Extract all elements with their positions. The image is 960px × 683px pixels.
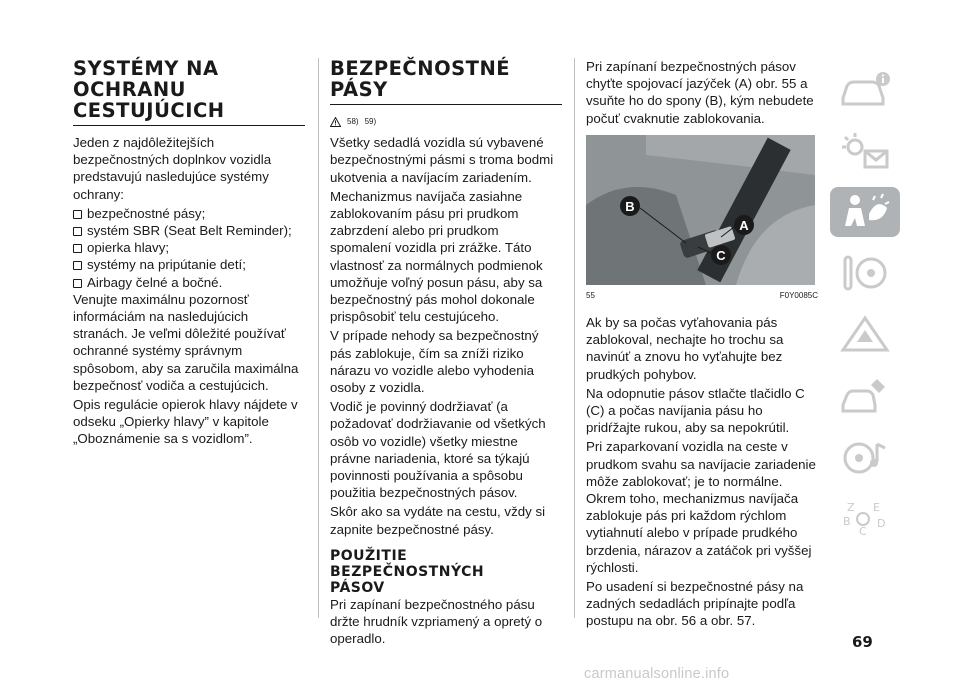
subtitle-line: PÁSOV <box>330 579 385 596</box>
paragraph: Skôr ako sa vydáte na cestu, vždy si zapnite bezpečnostné pásy. <box>330 504 546 537</box>
page-number: 69 <box>852 633 873 651</box>
paragraph: Opis regulácie opierok hlavy nájdete v odseku „Opierky hlavy” v kapitole „Oboznámenie sa s vozidlom”. <box>73 397 298 447</box>
column-divider <box>574 58 575 618</box>
paragraph: Na odopnutie pásov stlačte tlačidlo C (C) a počas navíjania pásu ho pridŕžajte rukou, aby sa nepokrútil. <box>586 385 805 436</box>
svg-text:C: C <box>859 525 867 537</box>
watermark: carmanualsonline.info <box>584 666 730 682</box>
warning-triangle-icon <box>839 314 891 354</box>
paragraph: Po usadení si bezpečnostné pásy na zadných sedadlách pripínajte podľa postupu na obr. 56 a obr. 57. <box>586 579 804 629</box>
chapter-tab-car-info[interactable] <box>830 65 900 115</box>
section-title-protection <box>73 58 305 126</box>
column-divider <box>318 58 319 618</box>
column-1 <box>73 58 305 450</box>
subtitle-line: BEZPEČNOSTNÝCH <box>330 563 485 580</box>
title-line: CESTUJÚCICH <box>73 99 225 122</box>
car-info-icon <box>839 70 891 110</box>
warning-ref[interactable]: 59) <box>364 117 377 126</box>
warning-references <box>330 113 562 130</box>
paragraph: Pri zaparkovaní vozidla na ceste v prudkom svahu sa navíjacie zariadenie môže zablokovať; je to normálne. Okrem toho, mechanizmus navíjača zablokuje pás pri každom rýchlom vytiahnutí alebo v prípade prudkého brzdenia, nárazov a zatáčok pri vyššej rýchlosti. <box>586 439 816 575</box>
subtitle-line: POUŽITIE <box>330 547 408 564</box>
wrench-car-icon <box>839 375 891 415</box>
paragraph: Pri zapínaní bezpečnostných pásov chyťte spojovací jazýček (A) obr. 55 a vsuňte ho do spony (B), kým nebudete počuť cvaknutie zablokovania. <box>586 59 814 126</box>
column-2 <box>330 58 562 649</box>
protection-list <box>73 205 305 291</box>
chapter-tab-multimedia[interactable] <box>830 431 900 481</box>
chapter-sidebar <box>830 65 900 553</box>
list-item: bezpečnostné pásy; <box>73 205 305 222</box>
dashboard-lights-icon <box>839 131 891 171</box>
paragraph: Venujte maximálnu pozornosť informáciám na nasledujúcich stranách. Je veľmi dôležité používať ochranné systémy správnym spôsobom, aby sa zaručila maximálna bezpečnosť vodiča a cestujúcich. <box>73 291 299 393</box>
paragraph: Mechanizmus navíjača zasiahne zablokovaním pásu pri prudkom zabrzdení alebo pri prudkom spomalení vozidla pri zrážke. Táto vlastnosť za normálnych podmienok umožňuje voľný posun pásu, aby sa bezpečnostný pás mohol dokonale prispôsobiť telu cestujúceho. <box>330 188 543 325</box>
subsection-title-usage <box>330 548 562 596</box>
warning-triangle-icon <box>330 117 341 127</box>
title-line: BEZPEČNOSTNÉ <box>330 57 511 80</box>
checkbox-bullet-icon <box>73 227 82 236</box>
chapter-tab-safety[interactable] <box>830 187 900 237</box>
section-title-seatbelts <box>330 58 562 105</box>
chapter-tab-starting[interactable] <box>830 248 900 298</box>
svg-text:D: D <box>877 517 886 530</box>
paragraph: Ak by sa počas vyťahovania pás zablokoval, nechajte ho trochu sa navinúť a znovu ho vyťahujte bez prudkých pohybov. <box>586 315 784 382</box>
svg-text:B: B <box>843 515 851 528</box>
key-ignition-icon <box>839 253 891 293</box>
chapter-tab-index[interactable] <box>830 492 900 542</box>
svg-text:Z: Z <box>847 501 855 514</box>
paragraph: Vodič je povinný dodržiavať (a požadovať dodržiavanie od všetkých osôb vo vozidle) všetky miestne právne nariadenia, ktoré sa týkajú povinnosti používania a spôsobu použitia bezpečnostných pásov. <box>330 399 546 501</box>
list-item: Airbagy čelné a bočné. <box>73 274 305 291</box>
paragraph: V prípade nehody sa bezpečnostný pás zablokuje, čím sa zníži riziko nárazu vo vozidle alebo vyhodenia osoby z vozidla. <box>330 328 539 396</box>
seatbelt-buckle-figure <box>586 135 815 285</box>
callout-label: A <box>739 217 749 233</box>
paragraph: Pri zapínaní bezpečnostného pásu držte hrudník vzpriamený a opretý o operadlo. <box>330 596 543 647</box>
warning-ref[interactable]: 58) <box>347 117 359 126</box>
checkbox-bullet-icon <box>73 261 82 270</box>
list-item: opierka hlavy; <box>73 239 305 256</box>
column-3 <box>586 58 818 632</box>
checkbox-bullet-icon <box>73 244 82 253</box>
figure-code: F0Y0085C <box>779 290 818 300</box>
airbag-passenger-icon <box>839 192 891 232</box>
chapter-tab-emergency[interactable] <box>830 309 900 359</box>
checkbox-bullet-icon <box>73 279 82 288</box>
checkbox-bullet-icon <box>73 210 82 219</box>
svg-text:E: E <box>873 501 880 514</box>
list-item: systémy na pripútanie detí; <box>73 256 305 273</box>
index-letters-icon <box>839 497 891 537</box>
list-item: systém SBR (Seat Belt Reminder); <box>73 222 305 239</box>
chapter-tab-maintenance[interactable] <box>830 370 900 420</box>
title-line: OCHRANU <box>73 78 186 101</box>
figure-number: 55 <box>586 290 595 300</box>
title-line: PÁSY <box>330 78 388 101</box>
paragraph: Všetky sedadlá vozidla sú vybavené bezpečnostnými pásmi s troma bodmi ukotvenia a navíjacím zariadením. <box>330 135 554 185</box>
intro-paragraph: Jeden z najdôležitejších bezpečnostných doplnkov vozidla predstavujú nasledujúce systémy ochrany: <box>73 135 272 202</box>
callout-label: C <box>716 247 726 263</box>
callout-label: B <box>625 198 635 214</box>
seatbelt-illustration <box>586 135 815 285</box>
chapter-tab-dashboard[interactable] <box>830 126 900 176</box>
figure-caption <box>586 287 818 304</box>
media-music-icon <box>839 436 891 476</box>
title-line: SYSTÉMY NA <box>73 57 219 80</box>
